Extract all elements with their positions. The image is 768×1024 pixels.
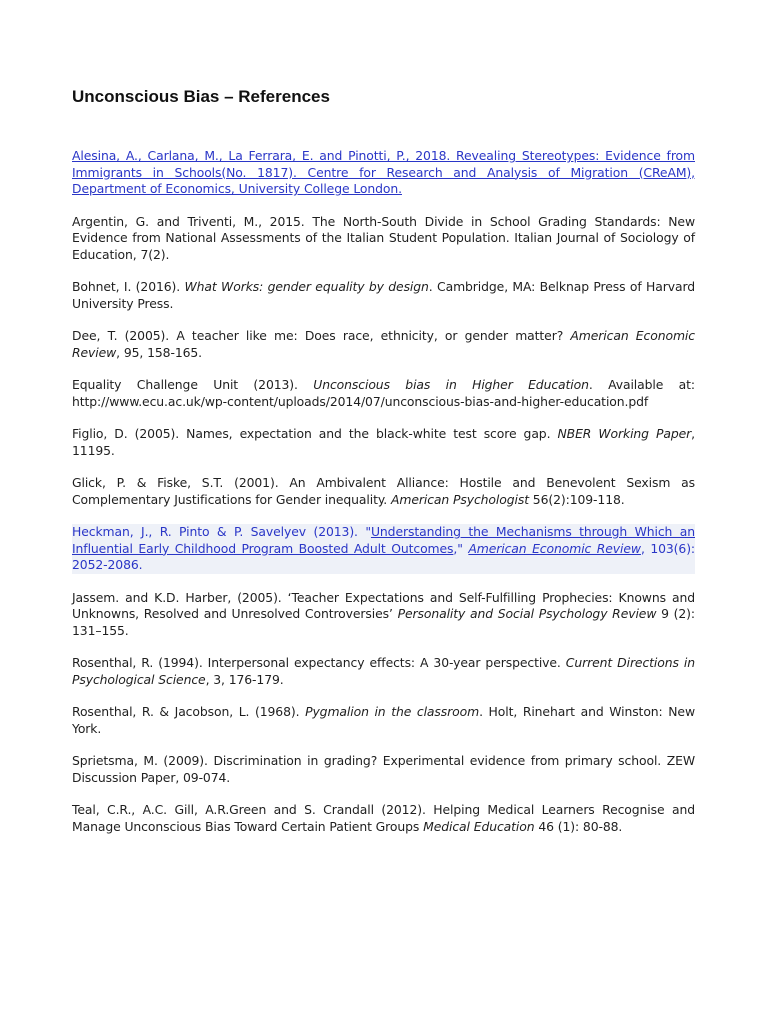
reference-entry xyxy=(72,590,695,640)
reference-source-title: American Psychologist xyxy=(391,491,529,507)
reference-text: Bohnet, I. (2016). xyxy=(72,279,185,294)
page-title: Unconscious Bias – References xyxy=(72,87,330,106)
reference-link[interactable]: American Economic Review xyxy=(468,540,641,556)
reference-entry xyxy=(72,148,695,198)
reference-text: , 103(6): 2052-2086. xyxy=(72,540,695,572)
reference-text: Equality Challenge Unit (2013). xyxy=(72,377,314,392)
reference-source-title: American Economic Review xyxy=(72,328,695,360)
reference-text: . Cambridge, MA: Belknap Press of Harvard University Press. xyxy=(72,279,695,311)
reference-text: , 95, 158-165. xyxy=(116,344,203,360)
reference-text: Jassem. and K.D. Harber, (2005). ‘Teacher Expectations and Self-Fulfilling Prophecies: Knowns and Unknowns, Resolved and Unresolved Controversies’ xyxy=(72,589,695,621)
reference-entry xyxy=(72,214,695,264)
reference-source-title: What Works: gender equality by design xyxy=(184,279,429,294)
reference-entry xyxy=(72,328,695,361)
reference-link[interactable]: Alesina, A., Carlana, M., La Ferrara, E. and Pinotti, P., 2018. Revealing Stereotypes: Evidence from Immigrants in Schools(No. 1817). Centre for Research and Analysis of Migration (CReAM), Department of Economics, University College London. xyxy=(72,148,695,196)
reference-source-title: Unconscious bias in Higher Education xyxy=(313,377,589,392)
reference-entry xyxy=(72,524,695,574)
reference-entry xyxy=(72,655,695,688)
reference-text: Argentin, G. and Triventi, M., 2015. The North-South Divide in School Grading Standards: New Evidence from National Assessments of the Italian Student Population. Italian Journal of Sociology of Education, 7(2). xyxy=(72,213,695,262)
reference-link[interactable]: Understanding the Mechanisms through Which an Influential Early Childhood Program Boosted Adult Outcomes xyxy=(72,524,695,556)
reference-source-title: Current Directions in Psychological Science xyxy=(72,655,695,687)
reference-entry xyxy=(72,704,695,737)
reference-text: Rosenthal, R. & Jacobson, L. (1968). xyxy=(72,704,306,719)
reference-text: Teal, C.R., A.C. Gill, A.R.Green and S. Crandall (2012). Helping Medical Learners Recognise and Manage Unconscious Bias Toward Certain Patient Groups xyxy=(72,802,695,834)
reference-text: , 3, 176-179. xyxy=(205,671,284,687)
reference-text: 46 (1): 80-88. xyxy=(534,818,623,834)
reference-source-title: Pygmalion in the classroom xyxy=(305,704,480,719)
reference-text: Dee, T. (2005). A teacher like me: Does race, ethnicity, or gender matter? xyxy=(72,328,571,343)
reference-entry xyxy=(72,279,695,312)
reference-text: Heckman, J., R. Pinto & P. Savelyev (2013). " xyxy=(72,524,371,539)
document-page xyxy=(72,86,695,851)
reference-text: , 11195. xyxy=(72,426,696,458)
reference-entry xyxy=(72,753,695,786)
reference-text: Sprietsma, M. (2009). Discrimination in grading? Experimental evidence from primary school. ZEW Discussion Paper, 09-074. xyxy=(72,753,695,785)
reference-text: . Available at: http://www.ecu.ac.uk/wp-content/uploads/2014/07/unconscious-bias-and-higher-education.pdf xyxy=(72,377,695,409)
reference-entry xyxy=(72,426,695,459)
reference-text: Glick, P. & Fiske, S.T. (2001). An Ambivalent Alliance: Hostile and Benevolent Sexism as Complementary Justifications for Gender inequality. xyxy=(72,475,695,507)
reference-entry xyxy=(72,802,695,835)
reference-text: . Holt, Rinehart and Winston: New York. xyxy=(72,704,695,736)
reference-entry xyxy=(72,377,695,410)
reference-list xyxy=(72,148,695,835)
reference-text: Figlio, D. (2005). Names, expectation and the black-white test score gap. xyxy=(72,426,558,441)
reference-text: 9 (2): 131–155. xyxy=(72,606,695,638)
reference-entry xyxy=(72,475,695,508)
reference-source-title: NBER Working Paper xyxy=(557,426,692,441)
reference-source-title: Personality and Social Psychology Review xyxy=(397,606,657,621)
reference-source-title: Medical Education xyxy=(423,818,535,834)
reference-text: Rosenthal, R. (1994). Interpersonal expectancy effects: A 30-year perspective. xyxy=(72,655,566,670)
reference-text: 56(2):109-118. xyxy=(528,491,625,507)
reference-text: ," xyxy=(453,540,469,556)
